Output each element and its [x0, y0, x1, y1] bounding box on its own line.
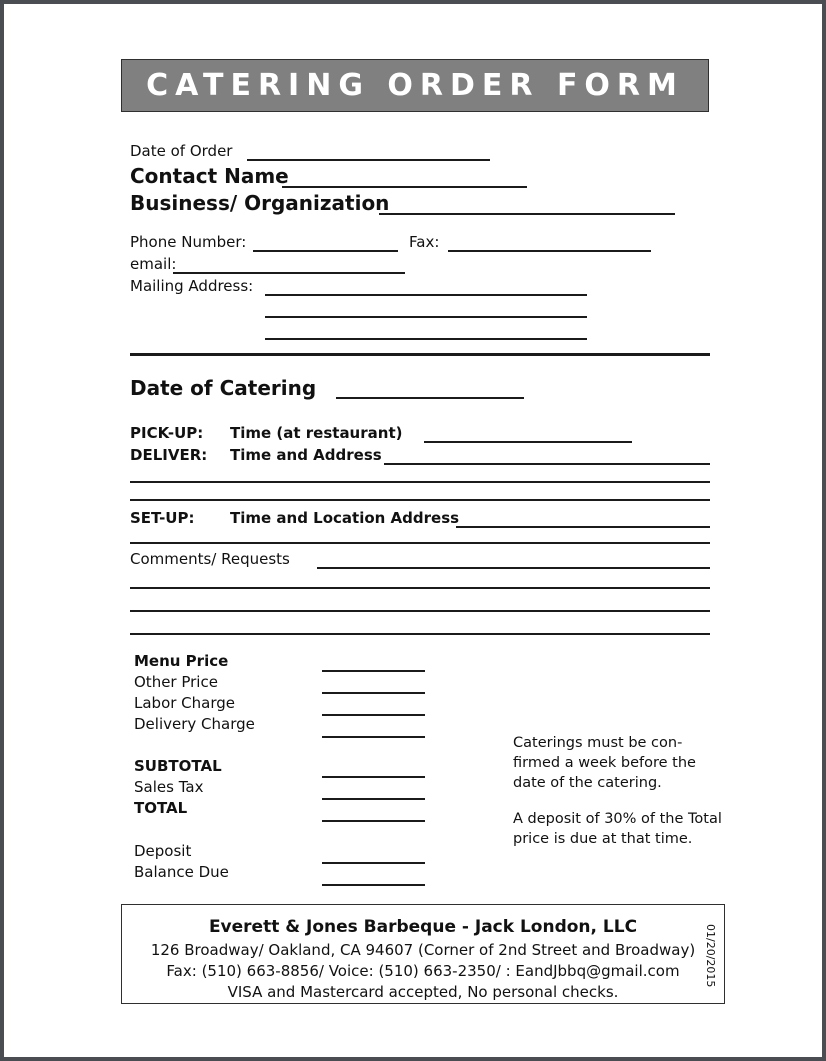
phone-number-label: Phone Number: [130, 233, 247, 251]
price-field-labor-charge[interactable] [322, 714, 425, 716]
pickup-label: PICK-UP: [130, 424, 204, 442]
setup-address-field-line-2[interactable] [130, 542, 710, 544]
date-of-order-label: Date of Order [130, 142, 233, 160]
footer-info-box [121, 904, 725, 1004]
date-of-catering-label: Date of Catering [130, 376, 317, 400]
price-label-delivery-charge: Delivery Charge [134, 715, 255, 733]
contact-name-field[interactable] [282, 186, 527, 188]
footer-company-name: Everett & Jones Barbeque - Jack London, LLC [208, 917, 638, 937]
price-label-menu-price: Menu Price [134, 652, 229, 670]
date-of-order-field[interactable] [247, 159, 490, 161]
page-title: CATERING ORDER FORM [146, 68, 684, 103]
mailing-address-label: Mailing Address: [130, 277, 254, 295]
setup-address-field-line-1[interactable] [456, 526, 710, 528]
deliver-address-field-line-1[interactable] [384, 463, 710, 465]
mailing-address-field-line-3[interactable] [265, 338, 587, 340]
deliver-label: DELIVER: [130, 446, 208, 464]
price-field-subtotal[interactable] [322, 776, 425, 778]
comments-field-line-4[interactable] [130, 633, 710, 635]
footer-address: 126 Broadway/ Oakland, CA 94607 (Corner of 2nd Street and Broadway) [150, 941, 696, 959]
price-label-total: TOTAL [134, 799, 188, 817]
note-confirmation: Caterings must be con-firmed a week before the date of the catering. [513, 735, 696, 791]
price-field-balance-due[interactable] [322, 884, 425, 886]
price-label-deposit: Deposit [134, 842, 192, 860]
price-label-other-price: Other Price [134, 673, 218, 691]
title-banner [121, 59, 709, 112]
setup-label: SET-UP: [130, 509, 195, 527]
deliver-detail-label: Time and Address [230, 446, 382, 464]
email-label: email: [130, 255, 177, 273]
comments-requests-label: Comments/ Requests [130, 550, 290, 568]
comments-field-line-3[interactable] [130, 610, 710, 612]
business-organization-label: Business/ Organization [130, 191, 390, 215]
footer-payment-note: VISA and Mastercard accepted, No personal checks. [227, 983, 619, 1001]
price-field-menu-price[interactable] [322, 670, 425, 672]
contact-name-label: Contact Name [130, 164, 289, 188]
price-field-delivery-charge[interactable] [322, 736, 425, 738]
comments-field-line-2[interactable] [130, 587, 710, 589]
email-field[interactable] [173, 272, 405, 274]
price-label-subtotal: SUBTOTAL [134, 757, 222, 775]
price-field-total[interactable] [322, 820, 425, 822]
pickup-time-field[interactable] [424, 441, 632, 443]
note-deposit: A deposit of 30% of the Total price is due at that time. [513, 811, 722, 847]
comments-field-line-1[interactable] [317, 567, 710, 569]
fax-field[interactable] [448, 250, 651, 252]
date-of-catering-field[interactable] [336, 397, 524, 399]
fax-label: Fax: [409, 233, 440, 251]
price-label-balance-due: Balance Due [134, 863, 229, 881]
price-field-sales-tax[interactable] [322, 798, 425, 800]
mailing-address-field-line-1[interactable] [265, 294, 587, 296]
mailing-address-field-line-2[interactable] [265, 316, 587, 318]
price-field-deposit[interactable] [322, 862, 425, 864]
footer-contact: Fax: (510) 663-8856/ Voice: (510) 663-2350/ : EandJbbq@gmail.com [166, 962, 680, 980]
deliver-address-field-line-2[interactable] [130, 481, 710, 483]
phone-number-field[interactable] [253, 250, 398, 252]
price-label-sales-tax: Sales Tax [134, 778, 204, 796]
business-organization-field[interactable] [379, 213, 675, 215]
pickup-detail-label: Time (at restaurant) [230, 424, 403, 442]
deliver-address-field-line-3[interactable] [130, 499, 710, 501]
price-field-other-price[interactable] [322, 692, 425, 694]
date-stamp [704, 924, 717, 938]
section-divider-1 [130, 353, 710, 356]
price-label-labor-charge: Labor Charge [134, 694, 236, 712]
setup-detail-label: Time and Location Address [230, 509, 460, 527]
form-page [4, 4, 822, 1057]
